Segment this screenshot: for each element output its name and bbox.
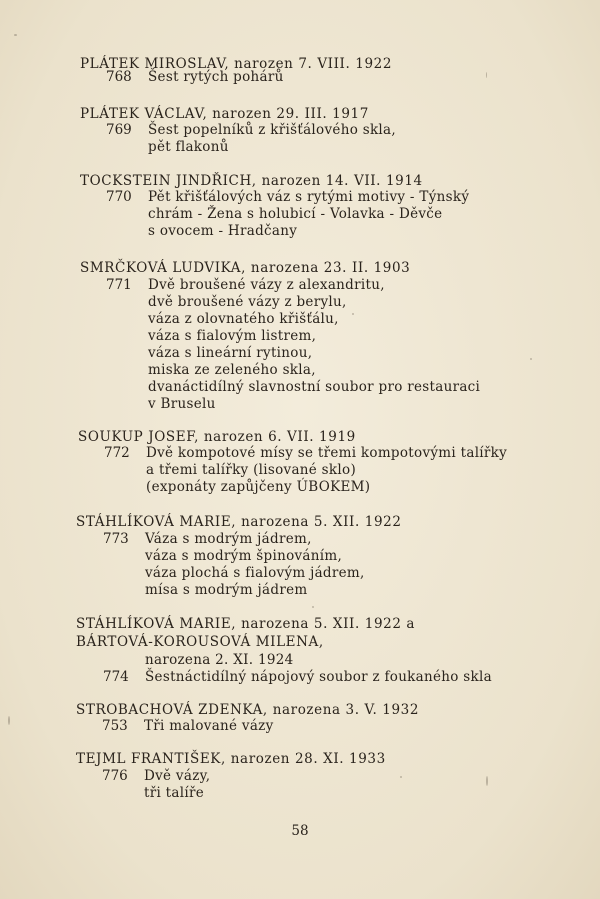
- item-description: v Bruselu: [148, 396, 216, 412]
- item-description: pět flakonů: [148, 139, 229, 155]
- artist-heading: TEJML FRANTIŠEK, narozen 28. XI. 1933: [76, 751, 386, 767]
- item-description: váza s lineární rytinou,: [148, 345, 313, 361]
- item-description: Dvě kompotové mísy se třemi kompotovými talířky: [146, 445, 508, 461]
- artist-heading: STÁHLÍKOVÁ MARIE, narozena 5. XII. 1922 a: [76, 616, 416, 632]
- item-description: miska ze zeleného skla,: [148, 362, 316, 378]
- item-description: Tři malované vázy: [144, 718, 274, 734]
- paper-speck: [14, 34, 17, 36]
- item-description: váza plochá s fialovým jádrem,: [145, 565, 365, 581]
- item-description: Váza s modrým jádrem,: [145, 531, 312, 547]
- item-number: 776: [102, 768, 128, 784]
- item-description: váza s fialovým listrem,: [148, 328, 317, 344]
- item-description: tři talíře: [144, 785, 205, 801]
- paper-speck: [312, 606, 314, 608]
- artist-heading: SOUKUP JOSEF, narozen 6. VII. 1919: [78, 429, 356, 445]
- item-number: 774: [103, 669, 129, 685]
- artist-heading: STÁHLÍKOVÁ MARIE, narozena 5. XII. 1922: [76, 514, 402, 530]
- artist-heading: STROBACHOVÁ ZDENKA, narozena 3. V. 1932: [76, 702, 420, 718]
- item-description: Šestnáctidílný nápojový soubor z foukaného skla: [145, 669, 492, 685]
- item-description: Dvě broušené vázy z alexandritu,: [148, 277, 385, 293]
- item-description: Dvě vázy,: [144, 768, 211, 784]
- paper-speck: [530, 358, 532, 360]
- artist-birthdate: narozena 2. XI. 1924: [145, 652, 294, 668]
- artist-heading: PLÁTEK VÁCLAV, narozen 29. III. 1917: [80, 106, 369, 122]
- item-description: a třemi talířky (lisované sklo): [146, 462, 357, 478]
- artist-heading-second: BÁRTOVÁ-KOROUSOVÁ MILENA,: [76, 634, 324, 650]
- paper-speck: [400, 776, 402, 778]
- item-number: 769: [106, 122, 132, 138]
- paper-speck: [486, 72, 487, 78]
- artist-heading: PLÁTEK MIROSLAV, narozen 7. VIII. 1922: [80, 56, 393, 72]
- item-description: váza z olovnatého křišťálu,: [148, 311, 339, 327]
- item-description: dvanáctidílný slavnostní soubor pro restauraci: [148, 379, 481, 395]
- item-description: váza s modrým špinováním,: [145, 548, 343, 564]
- paper-speck: [8, 716, 10, 725]
- item-number: 773: [103, 531, 129, 547]
- item-number: 768: [106, 69, 132, 85]
- item-number: 753: [102, 718, 128, 734]
- artist-heading: SMRČKOVÁ LUDVIKA, narozena 23. II. 1903: [80, 260, 411, 276]
- item-number: 770: [106, 189, 132, 205]
- item-description: chrám - Žena s holubicí - Volavka - Děvče: [148, 206, 443, 222]
- artist-heading: TOCKSTEIN JINDŘICH, narozen 14. VII. 1914: [80, 173, 423, 189]
- item-description: dvě broušené vázy z berylu,: [148, 294, 347, 310]
- item-description: Pět křišťálových váz s rytými motivy - Týnský: [148, 189, 470, 205]
- paper-speck: [486, 776, 488, 786]
- item-description: (exponáty zapůjčeny ÚBOKEM): [146, 479, 371, 495]
- page-number: 58: [291, 823, 309, 839]
- item-description: Šest rytých pohárů: [148, 69, 284, 85]
- paper-speck: [352, 313, 354, 315]
- item-description: s ovocem - Hradčany: [148, 223, 298, 239]
- item-description: Šest popelníků z křišťálového skla,: [148, 122, 396, 138]
- item-number: 771: [106, 277, 132, 293]
- item-number: 772: [104, 445, 130, 461]
- item-description: mísa s modrým jádrem: [145, 582, 308, 598]
